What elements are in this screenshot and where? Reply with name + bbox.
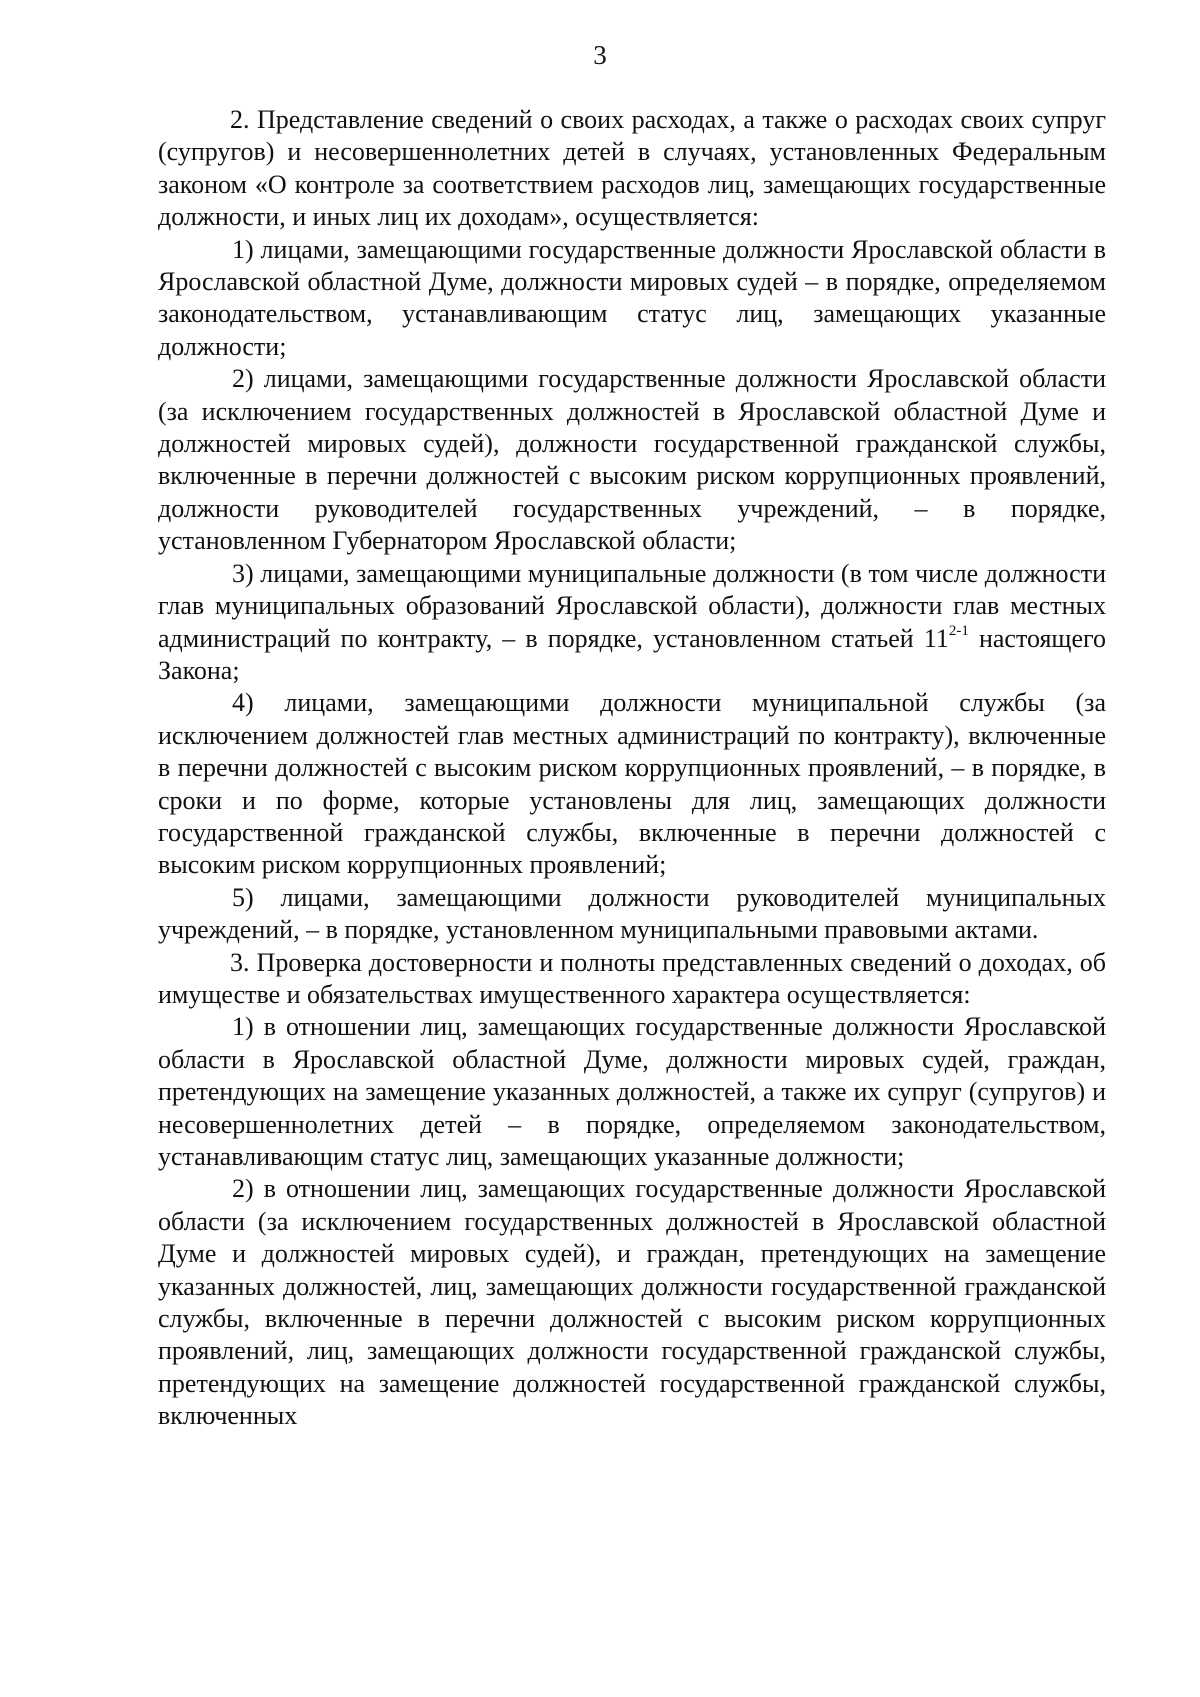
subparagraph-2-1: 1) лицами, замещающими государственные должности Ярославской области в Ярославской областной Думе, должности мировых судей – в порядке, определяемом законодательством, устанавливающим статус лиц, замещающих указанные должности; [158,234,1106,361]
paragraph-item-2: 2. Представление сведений о своих расходах, а также о расходах своих супруг (супругов) и несовершеннолетних детей в случаях, установленных Федеральным законом «О контроле за соответствием расходов лиц, замещающих государственные должности, и иных лиц их доходам», осуществляется: [158,105,1106,232]
subparagraph-3-1: 1) в отношении лиц, замещающих государственные должности Ярославской области в Ярославской областной Думе, должности мировых судей, граждан, претендующих на замещение указанных должностей, а также их супруг (супругов) и несовершеннолетних детей – в порядке, определяемом законодательством, устанавливающим статус лиц, замещающих указанные должности; [158,1012,1106,1171]
subparagraph-2-3 [158,558,1106,688]
subparagraph-2-4: 4) лицами, замещающими должности муниципальной службы (за исключением должностей глав местных администраций по контракту), включенные в перечни должностей с высоким риском коррупционных проявлений, – в порядке, в сроки и по форме, которые установлены для лиц, замещающих должности государственной гражданской службы, включенные в перечни должностей с высоким риском коррупционных проявлений; [158,688,1106,880]
subparagraph-2-3-tail: настоящего Закона; [158,623,1107,685]
subparagraph-2-2: 2) лицами, замещающими государственные должности Ярославской области (за исключением государственных должностей в Ярославской областной Думе и должностей мировых судей), должности государственной гражданской службы, включенные в перечни должностей с высоким риском коррупционных проявлений, должности руководителей государственных учреждений, – в порядке, установленном Губернатором Ярославской области; [158,364,1106,556]
subparagraph-2-5: 5) лицами, замещающими должности руководителей муниципальных учреждений, – в порядке, установленном муниципальными правовыми актами. [158,882,1106,945]
subparagraph-2-3-text: 3) лицами, замещающими муниципальные должности (в том числе должности глав муниципальных образований Ярославской области), должности глав местных администраций по контракту, – в порядке, установленном статьей 11 [158,558,1106,653]
document-body [158,104,1106,1433]
article-superscript: 2-1 [948,622,969,639]
subparagraph-3-2: 2) в отношении лиц, замещающих государственные должности Ярославской области (за исключением государственных должностей в Ярославской областной Думе и должностей мировых судей), и граждан, претендующих на замещение указанных должностей, лиц, замещающих должности государственной гражданской службы, включенные в перечни должностей с высоким риском коррупционных проявлений, лиц, замещающих должности государственной гражданской службы, претендующих на замещение должностей государственной гражданской службы, включенных [158,1174,1106,1431]
page-number: 3 [593,40,607,70]
paragraph-item-3: 3. Проверка достоверности и полноты представленных сведений о доходах, об имуществе и обязательствах имущественного характера осуществляется: [158,947,1106,1009]
